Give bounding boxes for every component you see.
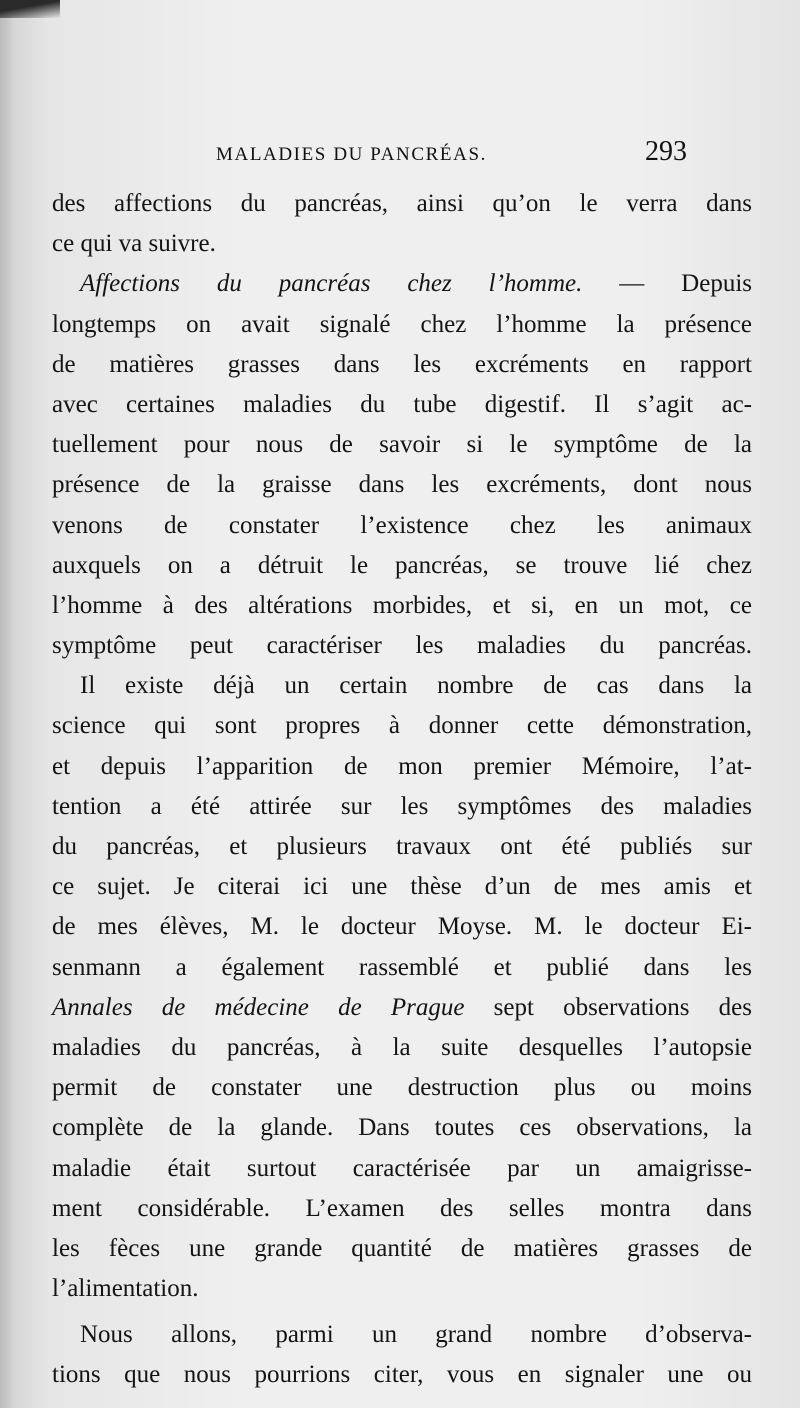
text-line: tuellement pour nous de savoir si le symptôme de la [52,431,752,459]
section-heading-italic: Affections du pancréas chez l’homme. [80,270,583,298]
running-title: MALADIES DU PANCRÉAS. [216,144,487,165]
text-line: et depuis l’apparition de mon premier Mémoire, l’at- [52,752,752,780]
text-line: Nous allons, parmi un grand nombre d’observa- [80,1321,752,1349]
text-segment: sept observations des [464,993,752,1021]
text-line: permit de constater une destruction plus ou moins [52,1074,752,1102]
text-line: venons de constater l’existence chez les animaux [52,511,752,539]
text-line [52,264,752,304]
page-header [0,136,800,180]
text-line: symptôme peut caractériser les maladies du pancréas. [52,632,752,660]
page-number: 293 [645,136,687,167]
text-line: les fèces une grande quantité de matières grasses de [52,1234,752,1262]
text-line [52,988,752,1028]
text-line: de mes élèves, M. le docteur Moyse. M. le docteur Ei- [52,913,752,941]
text-line: science qui sont propres à donner cette démonstration, [52,712,752,740]
text-line: longtemps on avait signalé chez l’homme la présence [52,310,752,338]
text-segment: — Depuis [582,270,752,298]
text-line: l’alimentation. [52,1275,199,1303]
scan-corner-edge [0,0,60,18]
text-line: l’homme à des altérations morbides, et si, en un mot, ce [52,591,752,619]
text-line: présence de la graisse dans les excréments, dont nous [52,471,752,499]
text-line: ce sujet. Je citerai ici une thèse d’un de mes amis et [52,873,752,901]
text-line: tions que nous pourrions citer, vous en signaler une ou [52,1361,752,1389]
text-line: complète de la glande. Dans toutes ces observations, la [52,1114,752,1142]
journal-title-italic: Annales de médecine de Prague [52,993,465,1021]
text-line: des affections du pancréas, ainsi qu’on le verra dans [52,190,752,217]
text-line: maladie était surtout caractérisée par un amaigrisse- [52,1154,752,1182]
text-line: de matières grasses dans les excréments en rapport [52,350,752,378]
text-line: auxquels on a détruit le pancréas, se trouve lié chez [52,551,752,579]
page-gutter-shadow [0,0,14,1408]
text-line: ce qui va suivre. [52,230,216,258]
body-text [52,184,752,1396]
text-line: du pancréas, et plusieurs travaux ont été publiés sur [52,833,752,860]
text-line: Il existe déjà un certain nombre de cas dans la [80,672,752,700]
text-line: maladies du pancréas, à la suite desquelles l’autopsie [52,1033,752,1061]
text-line: tention a été attirée sur les symptômes des maladies [52,792,752,820]
text-line: avec certaines maladies du tube digestif. Il s’agit ac- [52,390,752,418]
text-line: ment considérable. L’examen des selles montra dans [52,1194,752,1222]
text-line: senmann a également rassemblé et publié dans les [52,953,752,981]
